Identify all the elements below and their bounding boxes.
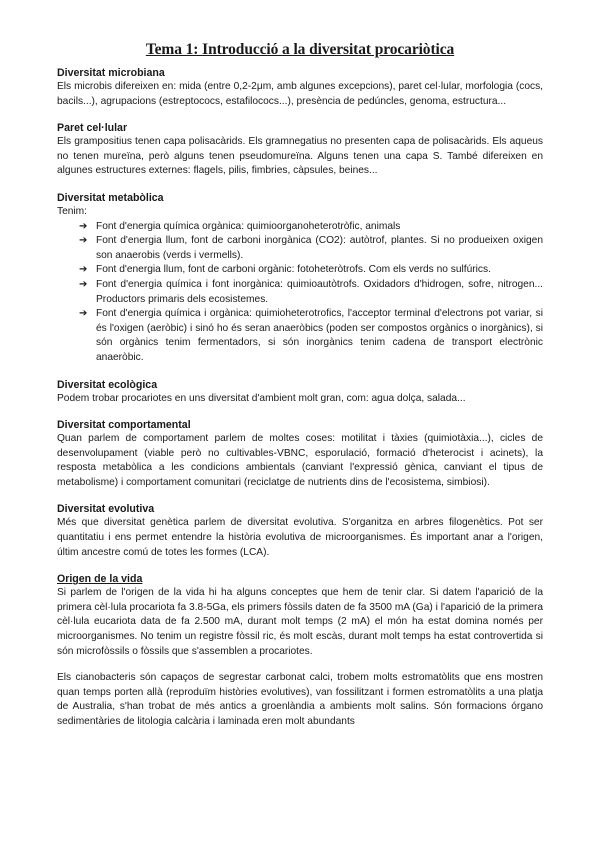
section-heading: Paret cel·lular <box>57 122 128 135</box>
section-paragraph: Si parlem de l'origen de la vida hi ha alguns conceptes que hem de tenir clar. Si datem l'aparició de la primera cèl·lula procariota fa 3.8-5Ga, els primers fòssils daten de fa 3500 mA (Ga) i l'aparició de la primera cèl·lula eucariota data de fa 2.500 mA, durant molt temps (2 mA) el món ha estat domina només per microorganismes. No tenim un registre fòssil ric, és molt escàs, durant molt temps ha estat controvertida si són microfòssils o fòssils que s'assemblen a procariotes. <box>57 587 543 657</box>
list-item: ➔ Font d'energia llum, font de carboni orgànic: fotoheteròtrofs. Com els verds no sulfúrics. <box>79 263 543 278</box>
arrow-icon: ➔ <box>79 264 88 276</box>
section-heading: Diversitat evolutiva <box>57 503 155 516</box>
paragraph-spacer <box>57 659 543 671</box>
arrow-icon: ➔ <box>79 308 88 320</box>
metabolic-list <box>57 220 543 366</box>
section-diversitat-evolutiva <box>57 502 543 560</box>
list-item: ➔ Font d'energia química orgànica: quimioorganoheterotròfic, animals <box>79 220 543 235</box>
list-item: ➔ Font d'energia llum, font de carboni inorgànica (CO2): autòtrof, plantes. Si no produeixen oxigen son anaerobis (verds i vermells). <box>79 235 543 261</box>
section-heading: Diversitat ecològica <box>57 378 158 391</box>
arrow-icon: ➔ <box>79 220 88 232</box>
section-diversitat-comportamental <box>57 418 543 490</box>
document-title: Tema 1: Introducció a la diversitat procariòtica <box>145 41 455 58</box>
section-diversitat-ecologica <box>57 378 543 407</box>
section-heading: Origen de la vida <box>57 573 143 586</box>
section-text: Quan parlem de comportament parlem de moltes coses: motilitat i tàxies (quimiotàxia...), cicles de desenvolupament (viable però no cultivables-VBNC, esporulació, formació d'heterocist i acinets), la resposta metabòlica a les condicions ambientals (canviant l'expressió gènica, canviant el tipus de metabolisme) i comportament comunitari (reciclatge de nutrients dins de l'ecosistema, simbiosi). <box>57 433 543 488</box>
section-text: Més que diversitat genètica parlem de diversitat evolutiva. S'organitza en arbres filogenètics. Pot ser quantitatiu i ens permet entendre la història evolutiva de microorganismes. És important anar a l'origen, últim ancestre comú de totes les formes (LCA). <box>57 517 543 558</box>
list-item: ➔ Font d'energia química i orgànica: quimioheterotrofics, l'acceptor terminal d'electrons pot variar, si és l'oxigen (aeròbic) i sinó ho és seran anaeròbics (poden ser compostos orgànics o inorgànics), si són orgànics tenim fermentadors, si són inorgànics tenim cadena de transport electrònic anaeròbic. <box>79 308 543 363</box>
section-paret-cellular <box>57 121 543 179</box>
section-lead: Tenim: <box>57 205 88 217</box>
arrow-icon: ➔ <box>79 235 88 247</box>
document-page <box>57 40 543 742</box>
list-item: ➔ Font d'energia química i font inorgànica: quimioautòtrofs. Oxidadors d'hidrogen, sofre, nitrogen... Productors primaris dels ecosistemes. <box>79 278 543 305</box>
section-heading: Diversitat microbiana <box>57 67 165 79</box>
section-heading: Diversitat metabòlica <box>57 191 164 204</box>
section-text: Els grampositius tenen capa polisacàrids. Els gramnegatius no presenten capa de polisacàrids. Els aqueus no tenen mureïna, però alguns tenen pseudomureïna. Alguns tenen una capa S. També difereixen en algunes estructures externes: flagels, pilis, fimbries, càpsules, beines... <box>57 136 543 177</box>
arrow-icon: ➔ <box>79 278 88 290</box>
section-diversitat-microbiana <box>57 66 543 109</box>
section-text: Podem trobar procariotes en uns diversitat d'ambient molt gran, com: agua dolça, salada... <box>57 392 466 404</box>
section-origen-de-la-vida <box>57 572 543 729</box>
section-diversitat-metabolica <box>57 191 543 366</box>
section-heading: Diversitat comportamental <box>57 419 191 432</box>
section-paragraph: Els cianobacteris són capaços de segrestar carbonat calci, trobem molts estromatòlits que ens mostren quan temps porten allà (reproduïm històries evolutives), van fossilitzant i formen estromatòlits a una platja de Australia, s'han trobat de més antics a groenlàndia a ambients molt salins. Són formacions órgano sedimentàries de litologia calcària i laminada eren molt abundants <box>57 672 543 727</box>
section-text: Els microbis difereixen en: mida (entre 0,2-2μm, amb algunes excepcions), paret cel·lular, morfologia (cocs, bacils...), agrupacions (estreptococs, estafilococs...), presència de pedúncles, genoma, estructura... <box>57 81 543 107</box>
